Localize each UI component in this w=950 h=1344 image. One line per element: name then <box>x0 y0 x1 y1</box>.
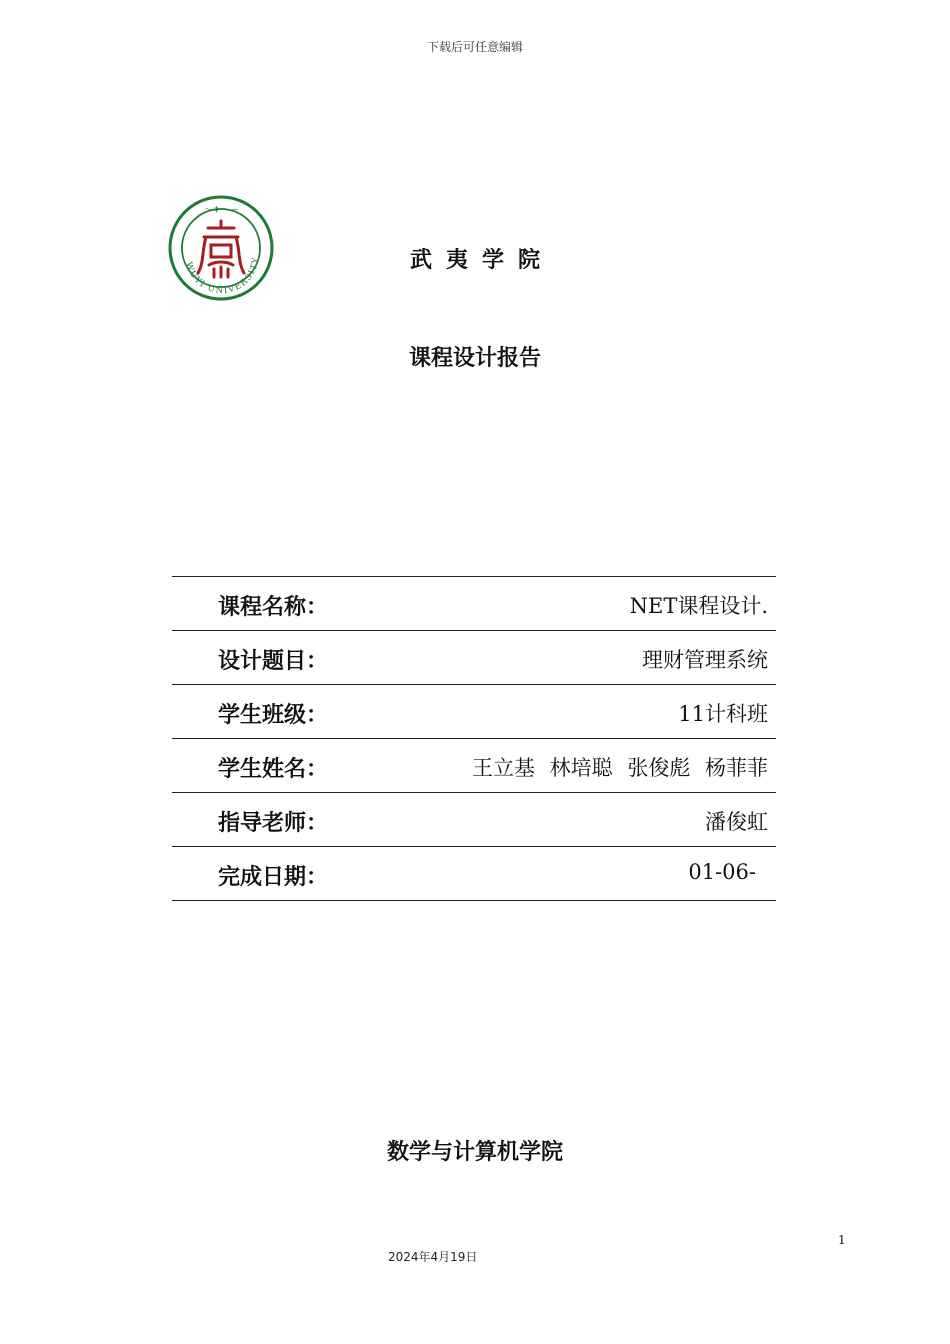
page-number: 1 <box>838 1233 846 1247</box>
info-row-course <box>172 577 776 631</box>
info-label: 完成日期： <box>218 865 329 890</box>
info-value: 01-06- <box>688 860 756 884</box>
info-label: 学生姓名： <box>218 757 329 782</box>
info-table <box>172 576 776 901</box>
info-row-date <box>172 847 776 901</box>
info-row-class <box>172 685 776 739</box>
university-name: 武夷学院 <box>409 248 554 273</box>
info-row-topic <box>172 631 776 685</box>
college-name: 数学与计算机学院 <box>386 1140 563 1165</box>
info-value: 潘俊虹 <box>705 810 768 834</box>
header-note: 下载后可任意编辑 <box>426 40 523 54</box>
report-title: 课程设计报告 <box>408 346 541 371</box>
info-row-teacher <box>172 793 776 847</box>
info-row-students <box>172 739 776 793</box>
seal-text: WUYI UNIVERSITY <box>183 255 262 297</box>
info-label: 课程名称： <box>218 595 329 620</box>
info-value: 理财管理系统 <box>642 648 768 672</box>
info-value: 王立基 林培聪 张俊彪 杨菲菲 <box>471 756 768 780</box>
info-label: 设计题目： <box>218 649 329 674</box>
svg-text:～ ‡ ～ ∽: ～ ‡ ～ ∽ <box>204 205 239 214</box>
info-label: 指导老师： <box>218 811 329 836</box>
info-label: 学生班级： <box>218 703 329 728</box>
info-value: NET课程设计. <box>629 594 768 618</box>
info-value: 11计科班 <box>678 702 768 726</box>
footer-date: 2024年4月19日 <box>388 1250 478 1264</box>
